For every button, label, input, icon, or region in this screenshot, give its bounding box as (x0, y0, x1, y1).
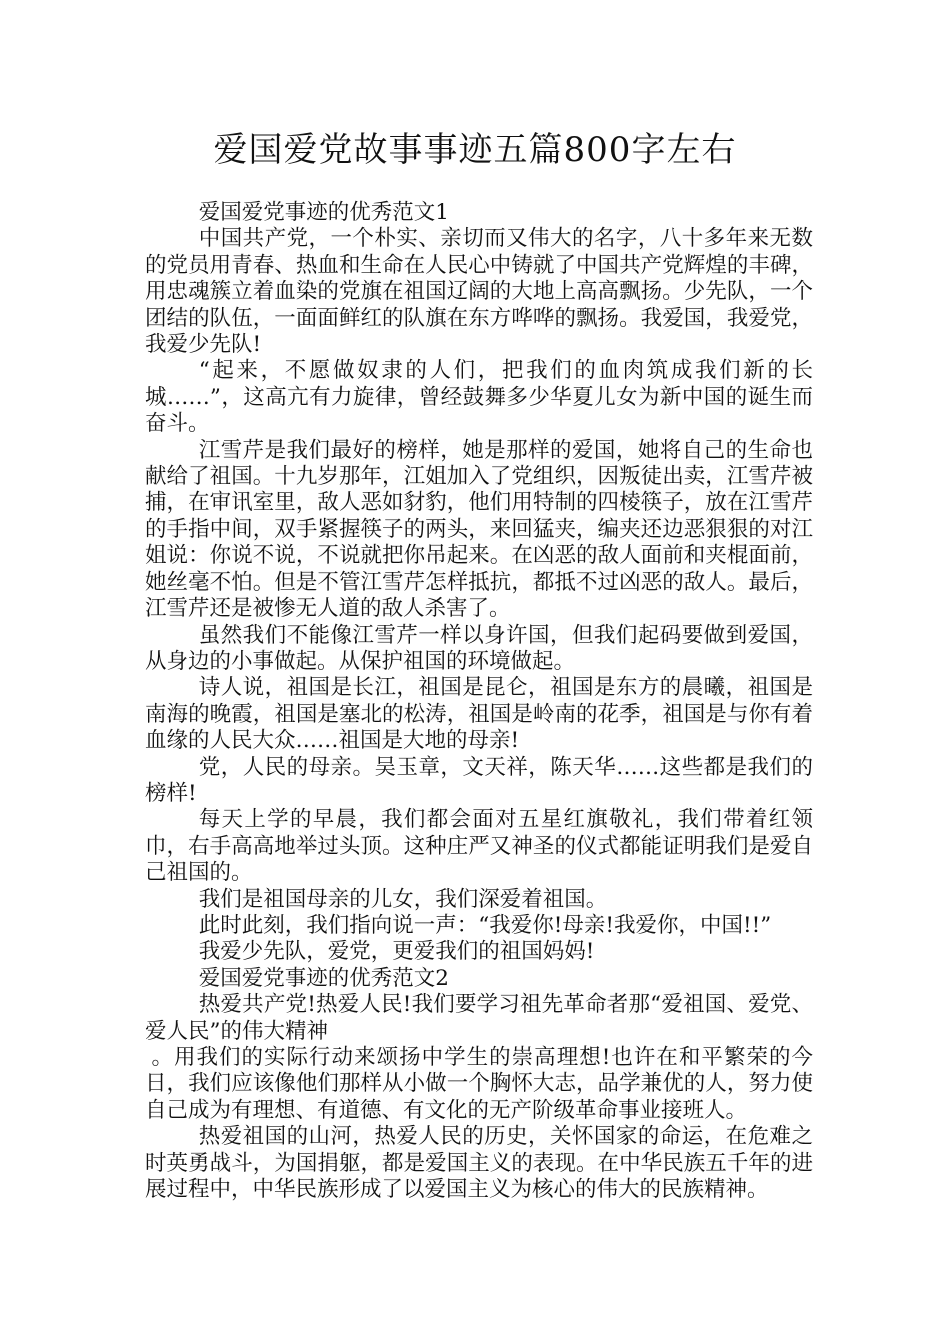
paragraph: 我爱少先队，爱党，更爱我们的祖国妈妈! (198, 939, 595, 965)
paragraph: 党，人民的母亲。吴玉章，文天祥，陈天华……这些都是我们的榜样! (145, 754, 813, 806)
paragraph: 中国共产党，一个朴实、亲切而又伟大的名字，八十多年来无数的党员用青春、热血和生命在人民心中铸就了中国共产党辉煌的丰碑，用忠魂簇立着血染的党旗在祖国辽阔的大地上高高飘扬。少先队，一个团结的队伍，一面面鲜红的队旗在东方哗哗的飘扬。我爱国，我爱党，我爱少先队! (145, 226, 813, 358)
paragraph: 。用我们的实际行动来颂扬中学生的崇高理想!也许在和平繁荣的今日，我们应该像他们那样从小做一个胸怀大志，品学兼优的人，努力使自己成为有理想、有道德、有文化的无产阶级革命事业接班人。 (145, 1045, 813, 1123)
paragraph: 我们是祖国母亲的儿女，我们深爱着祖国。 (198, 886, 608, 912)
paragraph: 此时此刻，我们指向说一声：“我爱你!母亲!我爱你，中国!!” (198, 912, 772, 938)
section-heading: 爱国爱党事迹的优秀范文2 (198, 965, 449, 991)
paragraph: 热爱共产党!热爱人民!我们要学习祖先革命者那“爱祖国、爱党、爱人民”的伟大精神 (145, 992, 813, 1044)
document-title: 爱国爱党故事事迹五篇800字左右 (213, 130, 737, 170)
section-heading: 爱国爱党事迹的优秀范文1 (198, 200, 449, 225)
paragraph: 虽然我们不能像江雪芹一样以身许国，但我们起码要做到爱国，从身边的小事做起。从保护祖国的环境做起。 (145, 622, 813, 674)
document-body (145, 200, 813, 1203)
paragraph: 每天上学的早晨，我们都会面对五星红旗敬礼，我们带着红领巾，右手高高地举过头顶。这种庄严又神圣的仪式都能证明我们是爱自己祖国的。 (145, 807, 813, 886)
paragraph: 热爱祖国的山河，热爱人民的历史，关怀国家的命运，在危难之时英勇战斗，为国捐躯，都是爱国主义的表现。在中华民族五千年的进展过程中，中华民族形成了以爱国主义为核心的伟大的民族精神。 (145, 1124, 813, 1203)
paragraph: 诗人说，祖国是长江，祖国是昆仑，祖国是东方的晨曦，祖国是南海的晚霞，祖国是塞北的松涛，祖国是岭南的花季，祖国是与你有着血缘的人民大众……祖国是大地的母亲! (145, 675, 813, 754)
paragraph: “起来，不愿做奴隶的人们，把我们的血肉筑成我们新的长城……”，这高亢有力旋律，曾经鼓舞多少华夏儿女为新中国的诞生而奋斗。 (145, 358, 813, 437)
paragraph: 江雪芹是我们最好的榜样，她是那样的爱国，她将自己的生命也献给了祖国。十九岁那年，江姐加入了党组织，因叛徒出卖，江雪芹被捕，在审讯室里，敌人恶如豺豹，他们用特制的四棱筷子，放在江雪芹的手指中间，双手紧握筷子的两头，来回猛夹，编夹还边恶狠狠的对江姐说：你说不说，不说就把你吊起来。在凶恶的敌人面前和夹棍面前，她丝毫不怕。但是不管江雪芹怎样抵抗，都抵不过凶恶的敌人。最后，江雪芹还是被惨无人道的敌人杀害了。 (145, 437, 813, 622)
